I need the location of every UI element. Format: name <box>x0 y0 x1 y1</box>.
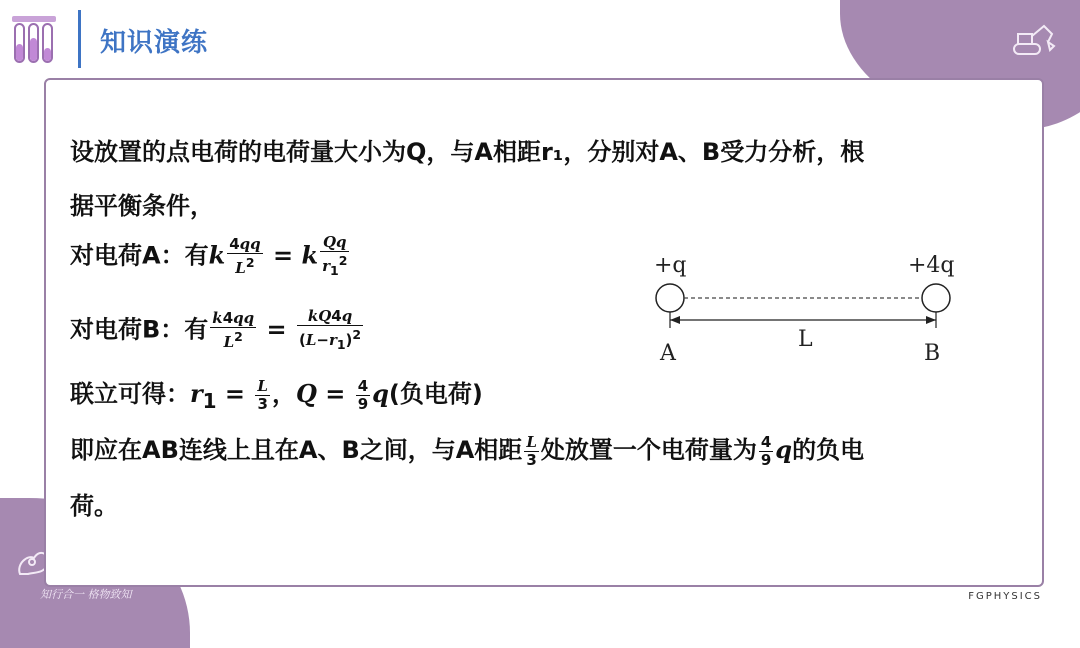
charge-a-sphere <box>656 284 684 312</box>
conclusion-line-end: 荷。 <box>70 492 118 520</box>
charge-a-label: +q <box>654 253 687 278</box>
footer-motto: 知行合一 格物致知 <box>40 588 132 601</box>
conclusion-part-1: 即应在AB连线上且在A、B之间，与A相距 <box>70 436 523 464</box>
distance-label: L <box>798 327 813 352</box>
header-divider <box>78 10 81 68</box>
page-title: 知识演练 <box>100 28 209 58</box>
equation-b-label: 对电荷B：有 <box>70 315 209 344</box>
conclusion-part-3: 的负电 <box>792 436 865 464</box>
equation-charge-b: 对电荷B：有 $\frac{k4qq}{L^2}$ = $\frac{kQ4q}{(L-r_1)^2}$ <box>70 307 362 352</box>
conclusion-line: 即应在AB连线上且在A、B之间，与A相距 $\frac{L}{3}$ 处放置一个电荷量为 $\frac{4}{9}$ q的负电 <box>70 432 865 469</box>
footer-brand: FGPHYSICS <box>968 591 1042 602</box>
point-a-label: A <box>660 341 676 366</box>
equation-charge-a: 对电荷A：有k $\frac{4qq}{L^2}$ = k $\frac{Qq}{r_1^2}$ <box>70 233 348 278</box>
result-line: 联立可得：$r_1$ = $\frac{L}{3}$ ，Q = $\frac{4}{9}$ q(负电荷) <box>70 376 483 413</box>
solution-line-1: 设放置的点电荷的电荷量大小为Q，与A相距r₁，分别对A、B受力分析，根 <box>70 138 865 166</box>
solution-line-2: 据平衡条件， <box>70 192 214 220</box>
point-b-label: B <box>924 341 941 366</box>
test-tubes-logo-icon <box>10 14 58 66</box>
charge-b-label: +4q <box>908 253 955 278</box>
charge-diagram <box>640 240 970 370</box>
excavator-icon <box>1010 20 1058 60</box>
result-label: 联立可得： <box>70 380 190 408</box>
conclusion-part-2: 处放置一个电荷量为 <box>540 436 757 464</box>
charge-b-sphere <box>922 284 950 312</box>
equation-a-label: 对电荷A：有 <box>70 241 209 270</box>
